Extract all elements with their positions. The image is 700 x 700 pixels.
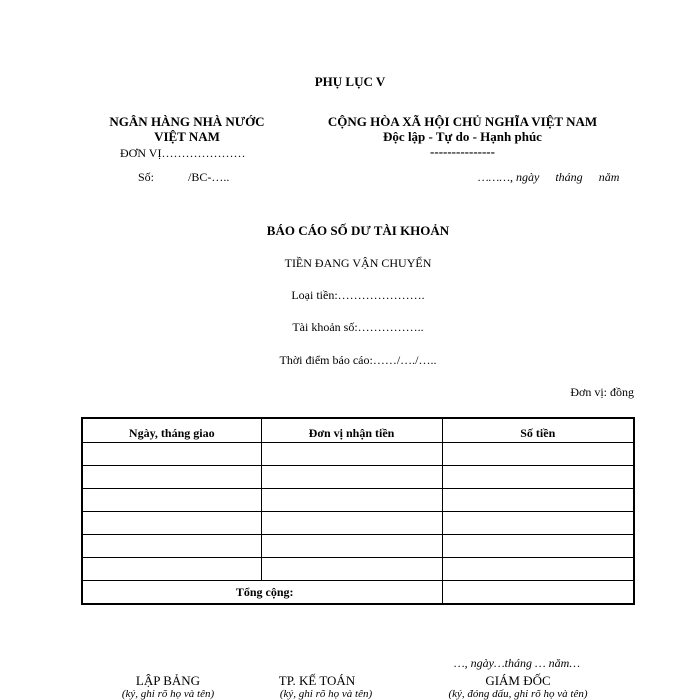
issue-date-line bbox=[478, 170, 619, 185]
date-year: năm bbox=[598, 170, 620, 184]
signature-date-line: …, ngày…tháng … năm… bbox=[453, 656, 580, 670]
total-amount-cell bbox=[442, 581, 634, 605]
date-month: tháng bbox=[555, 170, 583, 184]
chief-accountant-note: (ký, ghi rõ họ và tên) bbox=[279, 688, 373, 700]
director-note: (ký, đóng dấu, ghi rõ họ và tên) bbox=[448, 688, 588, 700]
document-number bbox=[138, 170, 229, 185]
table-cell bbox=[442, 512, 634, 535]
appendix-title: PHỤ LỤC V bbox=[314, 74, 386, 89]
table-row bbox=[82, 466, 634, 489]
table-cell bbox=[442, 558, 634, 581]
table-row bbox=[82, 558, 634, 581]
table-cell bbox=[261, 558, 442, 581]
total-label-text: Tổng cộng: bbox=[235, 584, 294, 599]
table-cell bbox=[261, 512, 442, 535]
national-motto: Độc lập - Tự do - Hạnh phúc bbox=[383, 129, 542, 144]
table-cell bbox=[82, 558, 261, 581]
number-label: Số: bbox=[138, 170, 155, 184]
table-cell bbox=[261, 489, 442, 512]
maker-title: LẬP BẢNG bbox=[135, 673, 201, 688]
table-cell bbox=[261, 535, 442, 558]
table-cell bbox=[261, 466, 442, 489]
agency-line-1: NGÂN HÀNG NHÀ NƯỚC bbox=[109, 114, 265, 129]
header-amount: Số tiền bbox=[442, 418, 634, 443]
table-row bbox=[82, 535, 634, 558]
report-title: BÁO CÁO SỐ DƯ TÀI KHOẢN bbox=[266, 223, 450, 238]
header-delivery-date: Ngày, tháng giao bbox=[82, 418, 261, 443]
header-divider: --------------- bbox=[430, 144, 495, 159]
table-cell bbox=[82, 489, 261, 512]
table-header-row bbox=[82, 418, 634, 443]
table-cell bbox=[442, 535, 634, 558]
table-cell bbox=[442, 489, 634, 512]
table-cell bbox=[82, 466, 261, 489]
report-subtitle: TIỀN ĐANG VẬN CHUYỂN bbox=[284, 256, 432, 270]
table-cell bbox=[442, 443, 634, 466]
table-cell bbox=[442, 466, 634, 489]
table-row bbox=[82, 443, 634, 466]
account-number-line: Tài khoản số:…………….. bbox=[292, 320, 424, 334]
maker-note: (ký, ghi rõ họ và tên) bbox=[121, 688, 215, 700]
table-cell bbox=[82, 512, 261, 535]
table-total-row bbox=[82, 581, 634, 605]
date-place: ………, ngày bbox=[478, 170, 540, 184]
table-cell bbox=[82, 443, 261, 466]
currency-type-line: Loại tiền:…………………. bbox=[291, 288, 425, 302]
issuing-agency bbox=[97, 114, 277, 144]
header-receiving-unit: Đơn vị nhận tiền bbox=[261, 418, 442, 443]
table-row bbox=[82, 489, 634, 512]
agency-line-2: VIỆT NAM bbox=[154, 129, 220, 144]
number-suffix: /BC-….. bbox=[188, 170, 230, 184]
director-title: GIÁM ĐỐC bbox=[485, 673, 551, 688]
national-header bbox=[310, 114, 615, 159]
table-row bbox=[82, 512, 634, 535]
table-cell bbox=[261, 443, 442, 466]
currency-unit: Đơn vị: đồng bbox=[570, 385, 634, 399]
table-cell bbox=[82, 535, 261, 558]
national-title: CỘNG HÒA XÃ HỘI CHỦ NGHĨA VIỆT NAM bbox=[327, 114, 598, 129]
total-label bbox=[82, 581, 442, 605]
report-time-line: Thời điểm báo cáo:……/…./….. bbox=[279, 353, 437, 367]
unit-line: ĐƠN VỊ………………… bbox=[120, 146, 246, 160]
chief-accountant-title: TP. KẾ TOÁN bbox=[278, 673, 356, 688]
balance-table bbox=[81, 417, 635, 605]
